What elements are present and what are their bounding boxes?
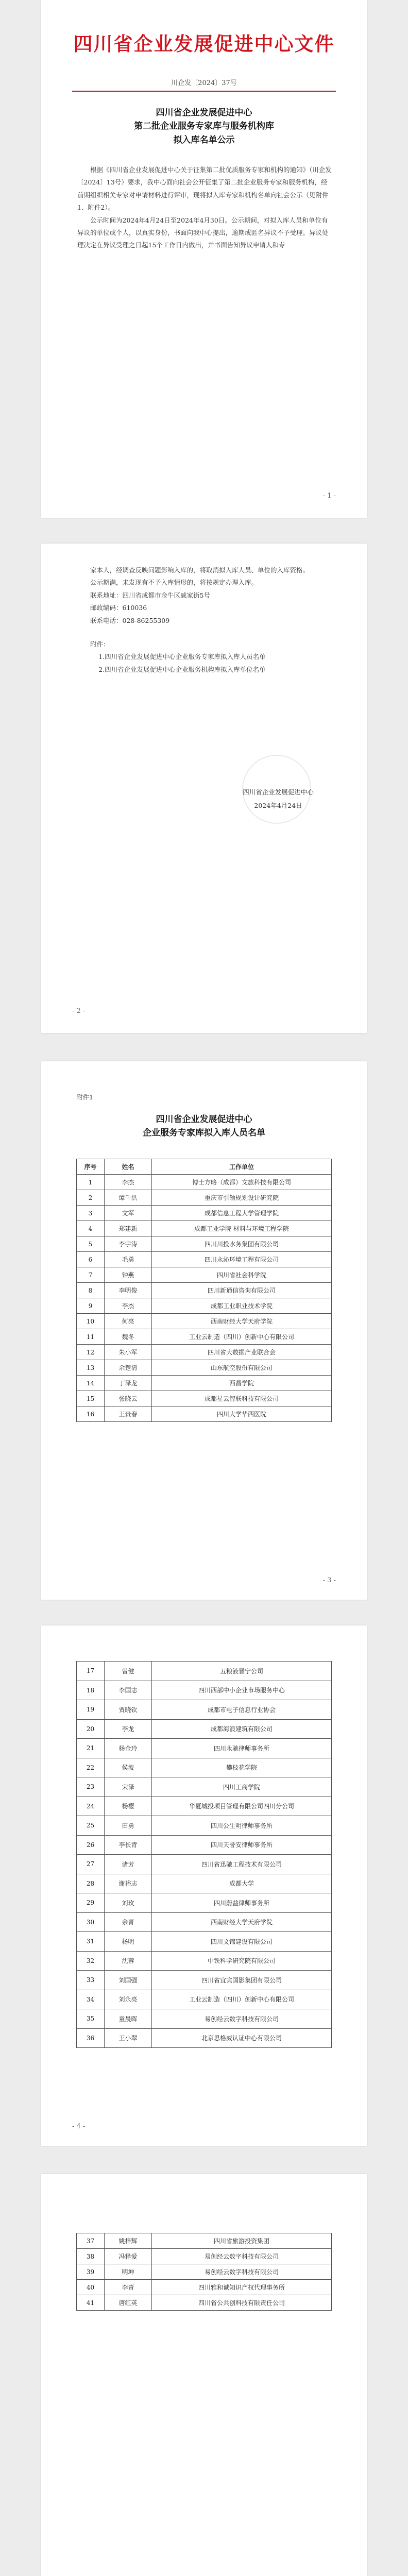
body-text	[77, 564, 332, 676]
employer-name: 四川天誉安律师事务所	[152, 1835, 332, 1855]
person-name: 文军	[105, 1206, 152, 1221]
employer-name: 成都工业职业技术学院	[152, 1298, 332, 1314]
red-divider	[72, 91, 336, 92]
person-name: 余菁	[105, 1912, 152, 1932]
employer-name: 攀枝花学院	[152, 1758, 332, 1777]
person-name: 谭千洪	[105, 1190, 152, 1206]
title-line: 第二批企业服务专家库与服务机构库	[134, 121, 274, 132]
table-row	[77, 1283, 332, 1298]
table-row	[77, 1221, 332, 1236]
person-name: 钟燕	[105, 1267, 152, 1283]
row-number: 8	[77, 1283, 105, 1298]
row-number: 27	[77, 1855, 105, 1874]
table-row	[77, 2009, 332, 2029]
table-row	[77, 1835, 332, 1855]
table-row	[77, 1971, 332, 1990]
employer-name: 四川省大数据产业联合会	[152, 1345, 332, 1360]
row-number: 41	[77, 2295, 105, 2311]
table-row	[77, 1855, 332, 1874]
person-name: 冯释爱	[105, 2249, 152, 2264]
row-number: 1	[77, 1175, 105, 1190]
table-row	[77, 1874, 332, 1893]
row-number: 14	[77, 1376, 105, 1391]
employer-name: 四川蔚益律师事务所	[152, 1893, 332, 1913]
person-name: 王小翠	[105, 2028, 152, 2048]
table-row	[77, 1816, 332, 1836]
employer-name: 华夏城投项目管理有限公司四川分公司	[152, 1797, 332, 1816]
document-page-3	[41, 1061, 367, 1600]
person-name: 曾健	[105, 1662, 152, 1681]
table-row	[77, 1252, 332, 1267]
row-number: 20	[77, 1719, 105, 1739]
employer-name: 成都信息工程大学管理学院	[152, 1206, 332, 1221]
expert-list-table-continued	[76, 2233, 332, 2311]
employer-name: 四川工商学院	[152, 1777, 332, 1797]
person-name: 何亮	[105, 1314, 152, 1329]
table-row	[77, 1932, 332, 1952]
table-row	[77, 2028, 332, 2048]
person-name: 唐红英	[105, 2295, 152, 2311]
signature-date: 2024年4月24日	[254, 802, 302, 810]
row-number: 2	[77, 1190, 105, 1206]
list-title	[41, 1113, 367, 1140]
paragraph: 公示期满，未发现有不予入库情形的，将按规定办理入库。	[90, 579, 258, 587]
person-name: 王贵春	[105, 1406, 152, 1422]
table-row	[77, 1190, 332, 1206]
header-number: 序号	[77, 1159, 105, 1175]
employer-name: 四川省社会科学院	[152, 1267, 332, 1283]
paragraph: 家本人，经调查反映问题影响入库的，将取消拟入库人员、单位的入库资格。	[90, 566, 310, 574]
employer-name: 成都市电子信息行业协会	[152, 1700, 332, 1720]
table-row	[77, 1175, 332, 1190]
table-row	[77, 1951, 332, 1971]
employer-name: 中铁科学研究院有限公司	[152, 1951, 332, 1971]
person-name: 李杰	[105, 1298, 152, 1314]
employer-name: 四川永驰律师事务所	[152, 1739, 332, 1758]
person-name: 宋泽	[105, 1777, 152, 1797]
employer-name: 工业云制造（四川）创新中心有限公司	[152, 1329, 332, 1345]
employer-name: 四川省旅游投资集团	[152, 2233, 332, 2249]
paragraph: 根据《四川省企业发展促进中心关于征集第二批优质服务专家和机构的通知》（川企发〔2024〕13号）要求，我中心面向社会公开征集了第二批企业服务专家和服务机构，经前期组织相关专家对申请材料进行评审，现将拟入库专家和机构名单向社会公示（见附件1、附件2）。	[77, 166, 332, 212]
employer-name: 四川省迅驰工程技术有限公司	[152, 1855, 332, 1874]
employer-name: 成都大学	[152, 1874, 332, 1893]
table-row	[77, 1206, 332, 1221]
table-row	[77, 1406, 332, 1422]
row-number: 31	[77, 1932, 105, 1952]
table-row	[77, 1758, 332, 1777]
document-page-4	[41, 1625, 367, 2146]
employer-name: 四川大学华西医院	[152, 1406, 332, 1422]
expert-list-table	[76, 1159, 332, 1422]
person-name: 丁泽龙	[105, 1376, 152, 1391]
table-row	[77, 1739, 332, 1758]
person-name: 李杰	[105, 1175, 152, 1190]
employer-name: 四川西部中小企业市场服务中心	[152, 1681, 332, 1700]
table-row	[77, 2264, 332, 2280]
employer-name: 工业云制造（四川）创新中心有限公司	[152, 1990, 332, 2009]
table-row	[77, 2295, 332, 2311]
attachment-item: 2.四川省企业发展促进中心企业服务机构库拟入库单位名单	[98, 665, 266, 673]
row-number: 21	[77, 1739, 105, 1758]
document-page-1	[41, 0, 367, 518]
employer-name: 博士方略（成都）文旅科技有限公司	[152, 1175, 332, 1190]
row-number: 15	[77, 1391, 105, 1406]
signature-block	[227, 786, 330, 813]
row-number: 22	[77, 1758, 105, 1777]
page-number: - 2 -	[72, 1007, 86, 1015]
row-number: 30	[77, 1912, 105, 1932]
employer-name: 成都工业学院 材料与环境工程学院	[152, 1221, 332, 1236]
person-name: 刘国强	[105, 1971, 152, 1990]
row-number: 37	[77, 2233, 105, 2249]
document-title	[41, 106, 367, 147]
expert-list-table-continued	[76, 1661, 332, 2048]
table-row	[77, 1267, 332, 1283]
person-name: 明坤	[105, 2264, 152, 2280]
person-name: 杨金玲	[105, 1739, 152, 1758]
row-number: 7	[77, 1267, 105, 1283]
employer-name: 四川川投水务集团有限公司	[152, 1236, 332, 1252]
person-name: 李明俊	[105, 1283, 152, 1298]
page-number: - 1 -	[322, 492, 336, 500]
row-number: 9	[77, 1298, 105, 1314]
person-name: 刘玫	[105, 1893, 152, 1913]
employer-name: 北京思格威认证中心有限公司	[152, 2028, 332, 2048]
person-name: 杨樱	[105, 1797, 152, 1816]
title-line: 企业服务专家库拟入库人员名单	[143, 1128, 265, 1139]
employer-name: 四川文锦建设有限公司	[152, 1932, 332, 1952]
employer-name: 四川永沁环境工程有限公司	[152, 1252, 332, 1267]
row-number: 24	[77, 1797, 105, 1816]
row-number: 38	[77, 2249, 105, 2264]
contact-phone: 联系电话：028-86255309	[90, 616, 170, 624]
signature-org: 四川省企业发展促进中心	[243, 788, 314, 796]
table-row	[77, 1391, 332, 1406]
table-row	[77, 2233, 332, 2249]
attachment-label: 附件：	[90, 640, 110, 648]
table-row	[77, 1314, 332, 1329]
red-header-title: 四川省企业发展促进中心文件	[73, 33, 335, 55]
table-row	[77, 1700, 332, 1720]
row-number: 12	[77, 1345, 105, 1360]
row-number: 40	[77, 2280, 105, 2295]
table-row	[77, 1662, 332, 1681]
person-name: 贾晓钦	[105, 1700, 152, 1720]
row-number: 4	[77, 1221, 105, 1236]
person-name: 诸芳	[105, 1855, 152, 1874]
table-row	[77, 1376, 332, 1391]
person-name: 李长青	[105, 1835, 152, 1855]
row-number: 10	[77, 1314, 105, 1329]
employer-name: 成都海浪建筑有限公司	[152, 1719, 332, 1739]
person-name: 张晓云	[105, 1391, 152, 1406]
table-row	[77, 1719, 332, 1739]
table-row	[77, 1236, 332, 1252]
person-name: 沈蓉	[105, 1951, 152, 1971]
header-name: 姓名	[105, 1159, 152, 1175]
document-page-2	[41, 544, 367, 1033]
row-number: 32	[77, 1951, 105, 1971]
employer-name: 西南财经大学天府学院	[152, 1314, 332, 1329]
row-number: 35	[77, 2009, 105, 2029]
table-row	[77, 2249, 332, 2264]
person-name: 姚梓辉	[105, 2233, 152, 2249]
table-row	[77, 1345, 332, 1360]
table-row	[77, 1893, 332, 1913]
employer-name: 易创经云数字科技有限公司	[152, 2249, 332, 2264]
document-page-5	[41, 2174, 367, 2576]
employer-name: 西昌学院	[152, 1376, 332, 1391]
employer-name: 重庆市引领规划设计研究院	[152, 1190, 332, 1206]
row-number: 13	[77, 1360, 105, 1376]
employer-name: 易创经云数字科技有限公司	[152, 2264, 332, 2280]
person-name: 田勇	[105, 1816, 152, 1836]
person-name: 李青	[105, 2280, 152, 2295]
employer-name: 山东航空股份有限公司	[152, 1360, 332, 1376]
row-number: 18	[77, 1681, 105, 1700]
row-number: 19	[77, 1700, 105, 1720]
employer-name: 西南财经大学天府学院	[152, 1912, 332, 1932]
annex-label: 附件1	[76, 1093, 93, 1101]
employer-name: 四川省公共创科技有限责任公司	[152, 2295, 332, 2311]
table-row	[77, 1797, 332, 1816]
employer-name: 五粮液晋宁公司	[152, 1662, 332, 1681]
table-row	[77, 1777, 332, 1797]
row-number: 29	[77, 1893, 105, 1913]
table-row	[77, 1360, 332, 1376]
row-number: 5	[77, 1236, 105, 1252]
row-number: 23	[77, 1777, 105, 1797]
person-name: 魏冬	[105, 1329, 152, 1345]
person-name: 李龙	[105, 1719, 152, 1739]
body-text	[77, 164, 332, 252]
table-row	[77, 2280, 332, 2295]
table-header-row	[77, 1159, 332, 1175]
person-name: 毛勇	[105, 1252, 152, 1267]
person-name: 余楚清	[105, 1360, 152, 1376]
employer-name: 四川新通信咨询有限公司	[152, 1283, 332, 1298]
title-line: 拟入库名单公示	[173, 134, 235, 145]
row-number: 6	[77, 1252, 105, 1267]
employer-name: 成都星云智联科技有限公司	[152, 1391, 332, 1406]
page-number: - 4 -	[72, 2123, 86, 2130]
contact-postcode: 邮政编码：610036	[90, 604, 147, 612]
row-number: 3	[77, 1206, 105, 1221]
title-line: 四川省企业发展促进中心	[156, 108, 252, 118]
paragraph: 公示时间为2024年4月24日至2024年4月30日。公示期间，对拟入库人员和单位有异议的单位或个人，以真实身份，书面向我中心提出，逾期或匿名异议不予受理。异议处理决定在异议受理之日起15个工作日内做出，并书面告知异议申请人和专	[77, 216, 329, 249]
table-row	[77, 1681, 332, 1700]
table-row	[77, 1298, 332, 1314]
person-name: 童晨晖	[105, 2009, 152, 2029]
person-name: 李国志	[105, 1681, 152, 1700]
person-name: 郑建新	[105, 1221, 152, 1236]
row-number: 17	[77, 1662, 105, 1681]
person-name: 谢裕志	[105, 1874, 152, 1893]
employer-name: 四川雅和诚知识产权代理事务所	[152, 2280, 332, 2295]
person-name: 朱小军	[105, 1345, 152, 1360]
row-number: 11	[77, 1329, 105, 1345]
row-number: 26	[77, 1835, 105, 1855]
header-employer: 工作单位	[152, 1159, 332, 1175]
contact-address: 联系地址：四川省成都市金牛区戚家街5号	[90, 591, 210, 599]
title-line: 四川省企业发展促进中心	[156, 1114, 252, 1125]
table-row	[77, 1329, 332, 1345]
document-number: 川企发〔2024〕37号	[171, 79, 237, 87]
attachment-item: 1.四川省企业发展促进中心企业服务专家库拟入库人员名单	[98, 653, 266, 661]
row-number: 36	[77, 2028, 105, 2048]
row-number: 39	[77, 2264, 105, 2280]
page-number: - 3 -	[322, 1577, 336, 1584]
person-name: 李宇涛	[105, 1236, 152, 1252]
table-row	[77, 1912, 332, 1932]
person-name: 刘永亮	[105, 1990, 152, 2009]
row-number: 28	[77, 1874, 105, 1893]
table-row	[77, 1990, 332, 2009]
employer-name: 四川公生明律师事务所	[152, 1816, 332, 1836]
row-number: 34	[77, 1990, 105, 2009]
employer-name: 易创经云数字科技有限公司	[152, 2009, 332, 2029]
person-name: 杨明	[105, 1932, 152, 1952]
row-number: 25	[77, 1816, 105, 1836]
row-number: 33	[77, 1971, 105, 1990]
row-number: 16	[77, 1406, 105, 1422]
employer-name: 四川省宜宾国影集团有限公司	[152, 1971, 332, 1990]
person-name: 侯波	[105, 1758, 152, 1777]
